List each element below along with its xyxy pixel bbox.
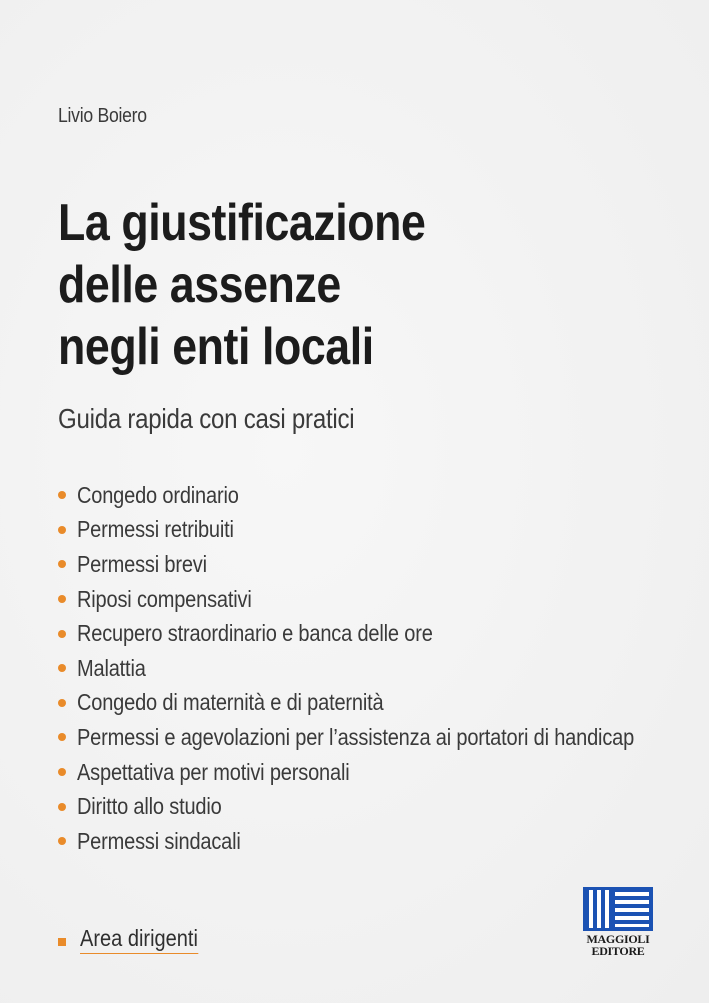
- book-title: [58, 192, 425, 378]
- orange-square-icon: [58, 938, 66, 946]
- publisher-line: MAGGIOLI: [586, 932, 650, 946]
- orange-dot-icon: [58, 595, 66, 603]
- topic-item: [58, 755, 709, 790]
- orange-dot-icon: [58, 699, 66, 707]
- title-line: delle assenze: [58, 256, 341, 314]
- topic-item: [58, 789, 709, 824]
- topic-label: Congedo ordinario: [77, 481, 239, 508]
- topic-item: [58, 651, 709, 686]
- topic-label: Diritto allo studio: [77, 793, 222, 820]
- orange-dot-icon: [58, 837, 66, 845]
- topic-label: Permessi e agevolazioni per l’assistenza ai portatori di handicap: [77, 723, 635, 750]
- topic-item: [58, 616, 709, 651]
- topic-item: [58, 478, 709, 513]
- topic-item: [58, 824, 709, 859]
- publisher-line: EDITORE: [591, 944, 645, 958]
- topic-label: Permessi sindacali: [77, 827, 241, 854]
- title-line: La giustificazione: [58, 194, 426, 252]
- topic-item: [58, 686, 709, 721]
- orange-dot-icon: [58, 630, 66, 638]
- topic-item: [58, 547, 709, 582]
- topic-label: Recupero straordinario e banca delle ore: [77, 620, 433, 647]
- topic-label: Permessi brevi: [77, 550, 207, 577]
- orange-dot-icon: [58, 526, 66, 534]
- series-label-row: [58, 925, 216, 954]
- topics-list: [58, 478, 709, 859]
- topic-item: [58, 720, 709, 755]
- title-line: negli enti locali: [58, 318, 374, 376]
- orange-dot-icon: [58, 733, 66, 741]
- orange-dot-icon: [58, 560, 66, 568]
- book-subtitle: Guida rapida con casi pratici: [58, 403, 355, 434]
- topic-label: Congedo di maternità e di paternità: [77, 689, 384, 716]
- maggioli-logo-icon: [583, 887, 653, 931]
- publisher-name: [583, 933, 653, 957]
- topic-label: Aspettativa per motivi personali: [77, 758, 350, 785]
- topic-label: Permessi retribuiti: [77, 516, 234, 543]
- series-label: Area dirigenti: [80, 925, 198, 954]
- topic-label: Malattia: [77, 654, 146, 681]
- orange-dot-icon: [58, 803, 66, 811]
- author-name: Livio Boiero: [58, 105, 147, 127]
- orange-dot-icon: [58, 491, 66, 499]
- orange-dot-icon: [58, 768, 66, 776]
- publisher-logo: [583, 887, 653, 957]
- topic-item: [58, 513, 709, 548]
- topic-item: [58, 582, 709, 617]
- topic-label: Riposi compensativi: [77, 585, 252, 612]
- orange-dot-icon: [58, 664, 66, 672]
